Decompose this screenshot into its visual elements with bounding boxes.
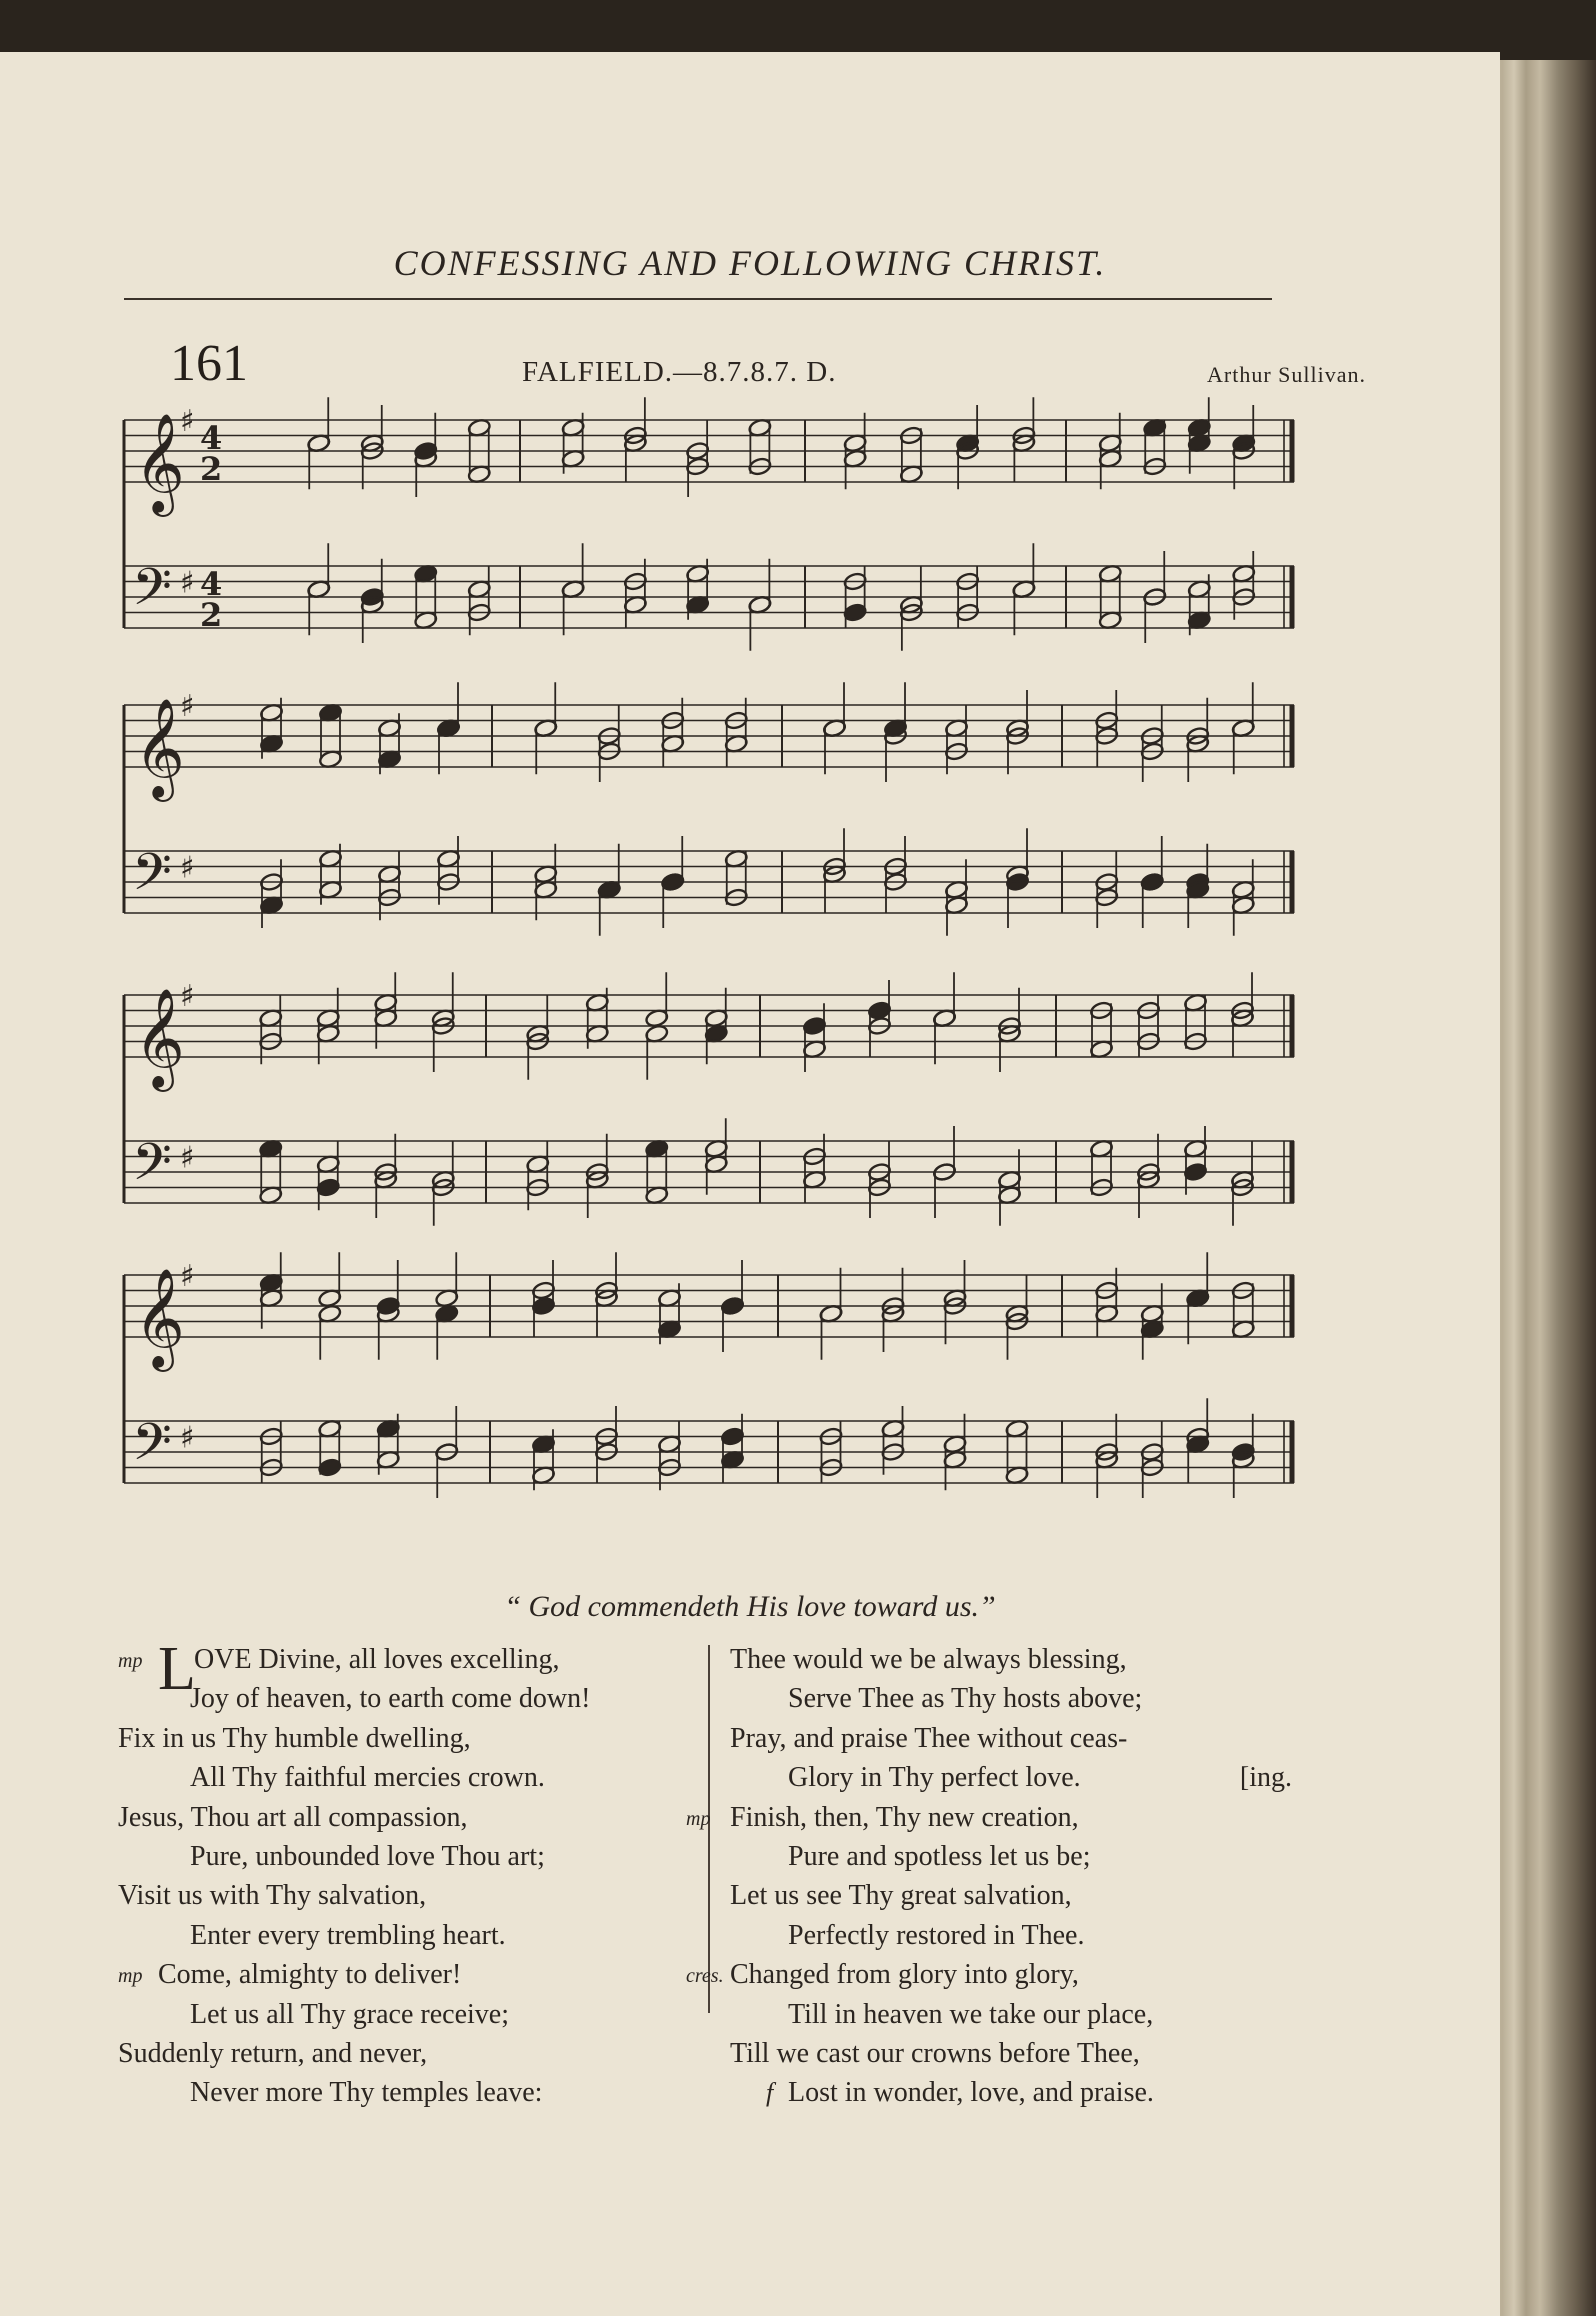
note-head xyxy=(943,1434,967,1454)
note-head xyxy=(561,418,585,438)
note-head xyxy=(1231,880,1255,900)
verse-line xyxy=(730,1995,1300,2034)
dynamic-marking: mp xyxy=(118,1965,143,1988)
note-head xyxy=(657,1288,681,1308)
note-head xyxy=(376,1450,400,1470)
note-head xyxy=(316,1024,340,1044)
verse-line xyxy=(118,1995,698,2034)
note-head xyxy=(1183,1139,1207,1159)
treble-clef: 𝄞 xyxy=(134,988,185,1088)
note-head xyxy=(997,1185,1021,1205)
verse-line xyxy=(730,1876,1300,1915)
sharp-key-signature: ♯ xyxy=(180,1258,195,1294)
note-head xyxy=(534,880,558,900)
dynamic-marking: mp xyxy=(686,1807,711,1830)
note-head xyxy=(685,564,709,584)
note-head xyxy=(259,1185,283,1205)
note-head xyxy=(1186,1288,1210,1308)
note-head xyxy=(704,1008,728,1028)
note-head xyxy=(1098,610,1122,630)
note-head xyxy=(1187,579,1211,599)
note-head xyxy=(661,734,685,754)
note-head xyxy=(748,418,772,438)
note-head xyxy=(1098,564,1122,584)
note-head xyxy=(1098,433,1122,453)
note-head xyxy=(318,1458,342,1478)
time-signature-digit: 2 xyxy=(200,596,223,634)
note-head xyxy=(748,595,772,615)
verse-text: Finish, then, Thy new creation, xyxy=(730,1801,1079,1833)
note-head xyxy=(377,864,401,884)
note-head xyxy=(435,1304,459,1324)
dynamic-marking: f xyxy=(766,2078,774,2108)
note-head xyxy=(376,1419,400,1439)
note-head xyxy=(585,1024,609,1044)
verse-line xyxy=(730,1758,1300,1797)
note-head xyxy=(704,1139,728,1159)
note-head xyxy=(997,1170,1021,1190)
verse-line xyxy=(118,1758,698,1797)
note-head xyxy=(883,718,907,738)
verse-line xyxy=(118,1876,698,1915)
note-head xyxy=(1095,1304,1119,1324)
note-head xyxy=(1140,872,1164,892)
note-head xyxy=(843,603,867,623)
note-head xyxy=(1186,1434,1210,1454)
note-head xyxy=(943,1450,967,1470)
note-head xyxy=(561,449,585,469)
note-head xyxy=(259,1008,283,1028)
note-head xyxy=(802,1016,826,1036)
note-head xyxy=(435,1288,459,1308)
note-head xyxy=(843,449,867,469)
verse-line xyxy=(118,1719,698,1758)
note-head xyxy=(318,880,342,900)
note-head xyxy=(318,749,342,769)
verse-line xyxy=(118,2073,698,2112)
note-head xyxy=(318,1304,342,1324)
note-head xyxy=(307,579,331,599)
note-head xyxy=(467,418,491,438)
note-head xyxy=(802,1039,826,1059)
note-head xyxy=(1089,1039,1113,1059)
verse-line xyxy=(730,1640,1300,1679)
verse-line xyxy=(730,1719,1300,1758)
note-head xyxy=(318,1419,342,1439)
note-head xyxy=(1089,1139,1113,1159)
bass-clef: 𝄢 xyxy=(132,841,172,915)
note-head xyxy=(944,895,968,915)
sharp-key-signature: ♯ xyxy=(180,403,195,439)
sharp-key-signature: ♯ xyxy=(180,688,195,724)
verse-line xyxy=(118,1679,698,1718)
note-head xyxy=(645,1185,669,1205)
verse-text: Lost in wonder, love, and praise. xyxy=(788,2077,1154,2109)
note-head xyxy=(318,703,342,723)
note-head xyxy=(307,433,331,453)
hymn-number: 161 xyxy=(170,335,248,392)
note-head xyxy=(377,749,401,769)
note-head xyxy=(1140,1304,1164,1324)
verse-text: Pray, and praise Thee without ceas- xyxy=(730,1722,1128,1754)
note-head xyxy=(467,579,491,599)
hymn-text-right xyxy=(686,1640,1300,2113)
note-head xyxy=(531,1434,555,1454)
verse-line xyxy=(686,1798,1300,1837)
drop-cap: L xyxy=(158,1635,196,1703)
note-head xyxy=(1187,610,1211,630)
verse-text: Changed from glory into glory, xyxy=(730,1959,1079,1991)
note-head xyxy=(1005,1419,1029,1439)
note-head xyxy=(720,1427,744,1447)
note-head xyxy=(436,849,460,869)
note-head xyxy=(932,1008,956,1028)
note-head xyxy=(1231,1319,1255,1339)
verse-text: Till we cast our crowns before Thee, xyxy=(730,2038,1140,2070)
verse-line xyxy=(686,1955,1300,1994)
note-head xyxy=(259,1273,283,1293)
note-head xyxy=(318,1288,342,1308)
verse-text: OVE Divine, all loves excelling, xyxy=(194,1644,560,1675)
hymn-text-left xyxy=(118,1635,698,2113)
verse-line xyxy=(730,1679,1300,1718)
note-head xyxy=(259,895,283,915)
note-head xyxy=(1231,895,1255,915)
time-signature-digit: 4 xyxy=(200,565,223,603)
note-head xyxy=(376,1296,400,1316)
note-head xyxy=(1143,418,1167,438)
note-head xyxy=(467,464,491,484)
note-head xyxy=(944,880,968,900)
hyphen-continuation: [ing. xyxy=(1239,1762,1292,1794)
note-head xyxy=(377,718,401,738)
running-head: CONFESSING AND FOLLOWING CHRIST. xyxy=(393,243,1107,283)
book-edge xyxy=(1490,60,1596,2316)
verse-text: Glory in Thy perfect love. xyxy=(788,1762,1081,1794)
verse-line xyxy=(118,2034,698,2073)
verse-text: Visit us with Thy salvation, xyxy=(118,1880,427,1912)
note-head xyxy=(802,1170,826,1190)
note-head xyxy=(819,1304,843,1324)
note-head xyxy=(316,1154,340,1174)
note-head xyxy=(645,1139,669,1159)
note-head xyxy=(944,718,968,738)
tune-name: FALFIELD.—8.7.8.7. D. xyxy=(522,356,837,388)
sharp-key-signature: ♯ xyxy=(180,1140,195,1176)
sharp-key-signature: ♯ xyxy=(180,565,195,601)
note-head xyxy=(704,1154,728,1174)
time-signature-digit: 4 xyxy=(200,419,223,457)
verse-text: Joy of heaven, to earth come down! xyxy=(190,1683,591,1715)
verse-line xyxy=(730,1837,1300,1876)
note-head xyxy=(1231,718,1255,738)
verse-text: Thee would we be always blessing, xyxy=(730,1644,1127,1675)
note-head xyxy=(414,610,438,630)
verse-text: Perfectly restored in Thee. xyxy=(788,1919,1085,1951)
time-signature-digit: 2 xyxy=(200,450,223,488)
verse-text: Suddenly return, and never, xyxy=(118,2038,428,2070)
verse-text: Pure and spotless let us be; xyxy=(788,1841,1091,1873)
sharp-key-signature: ♯ xyxy=(180,850,195,886)
note-head xyxy=(1187,418,1211,438)
note-head xyxy=(704,1024,728,1044)
note-head xyxy=(534,718,558,738)
verse-text: Pure, unbounded love Thou art; xyxy=(190,1841,545,1873)
note-head xyxy=(1005,1465,1029,1485)
verse-line xyxy=(730,2034,1300,2073)
note-head xyxy=(1183,993,1207,1013)
bass-clef: 𝄢 xyxy=(132,556,172,630)
verse-text: Till in heaven we take our place, xyxy=(788,1998,1154,2030)
note-head xyxy=(867,1001,891,1021)
sharp-key-signature: ♯ xyxy=(180,978,195,1014)
verse-line xyxy=(118,1837,698,1876)
note-head xyxy=(1098,449,1122,469)
note-head xyxy=(1012,579,1036,599)
note-head xyxy=(1183,1162,1207,1182)
note-head xyxy=(259,703,283,723)
note-head xyxy=(531,1465,555,1485)
verse-line xyxy=(118,1798,698,1837)
note-head xyxy=(843,433,867,453)
note-head xyxy=(645,1008,669,1028)
bass-clef: 𝄢 xyxy=(132,1131,172,1205)
verse-text: Fix in us Thy humble dwelling, xyxy=(118,1722,471,1754)
note-head xyxy=(316,1008,340,1028)
bass-clef: 𝄢 xyxy=(132,1411,172,1485)
note-head xyxy=(881,1419,905,1439)
note-head xyxy=(534,864,558,884)
note-head xyxy=(414,564,438,584)
note-head xyxy=(657,1319,681,1339)
treble-clef: 𝄞 xyxy=(134,698,185,798)
verse-line xyxy=(118,1955,698,1994)
note-head xyxy=(899,464,923,484)
dynamic-marking: mp xyxy=(118,1650,143,1672)
note-head xyxy=(531,1296,555,1316)
note-head xyxy=(1232,564,1256,584)
note-head xyxy=(1187,433,1211,453)
note-head xyxy=(318,849,342,869)
note-head xyxy=(526,1154,550,1174)
note-head xyxy=(657,1434,681,1454)
note-head xyxy=(259,1288,283,1308)
note-head xyxy=(661,872,685,892)
note-head xyxy=(623,595,647,615)
note-head xyxy=(585,993,609,1013)
note-head xyxy=(724,849,748,869)
note-head xyxy=(720,1450,744,1470)
verse-text: Come, almighty to deliver! xyxy=(158,1959,462,1991)
note-head xyxy=(822,718,846,738)
verse-text: All Thy faithful mercies crown. xyxy=(190,1762,545,1794)
sharp-key-signature: ♯ xyxy=(180,1420,195,1456)
note-head xyxy=(685,595,709,615)
note-head xyxy=(1140,1319,1164,1339)
verse-line xyxy=(118,1916,698,1955)
verse-text: Serve Thee as Thy hosts above; xyxy=(788,1683,1143,1715)
note-head xyxy=(259,1139,283,1159)
verse-text: Let us all Thy grace receive; xyxy=(190,1998,509,2030)
verse-text: Never more Thy temples leave: xyxy=(190,2077,543,2109)
note-head xyxy=(374,993,398,1013)
verse-text: Enter every trembling heart. xyxy=(190,1919,506,1951)
verse-text: Let us see Thy great salvation, xyxy=(730,1880,1072,1912)
dynamic-marking: cres. xyxy=(686,1965,724,1988)
treble-clef: 𝄞 xyxy=(134,1268,185,1368)
note-head xyxy=(374,1008,398,1028)
treble-clef: 𝄞 xyxy=(134,413,185,513)
note-head xyxy=(259,734,283,754)
verse-text: Jesus, Thou art all compassion, xyxy=(118,1801,468,1833)
verse-line xyxy=(730,2073,1300,2112)
note-head xyxy=(724,734,748,754)
composer: Arthur Sullivan. xyxy=(1207,362,1366,387)
verse-line xyxy=(730,1916,1300,1955)
note-head xyxy=(316,1178,340,1198)
note-head xyxy=(645,1024,669,1044)
epigraph: “ God commendeth His love toward us.” xyxy=(504,1590,996,1623)
note-head xyxy=(561,579,585,599)
